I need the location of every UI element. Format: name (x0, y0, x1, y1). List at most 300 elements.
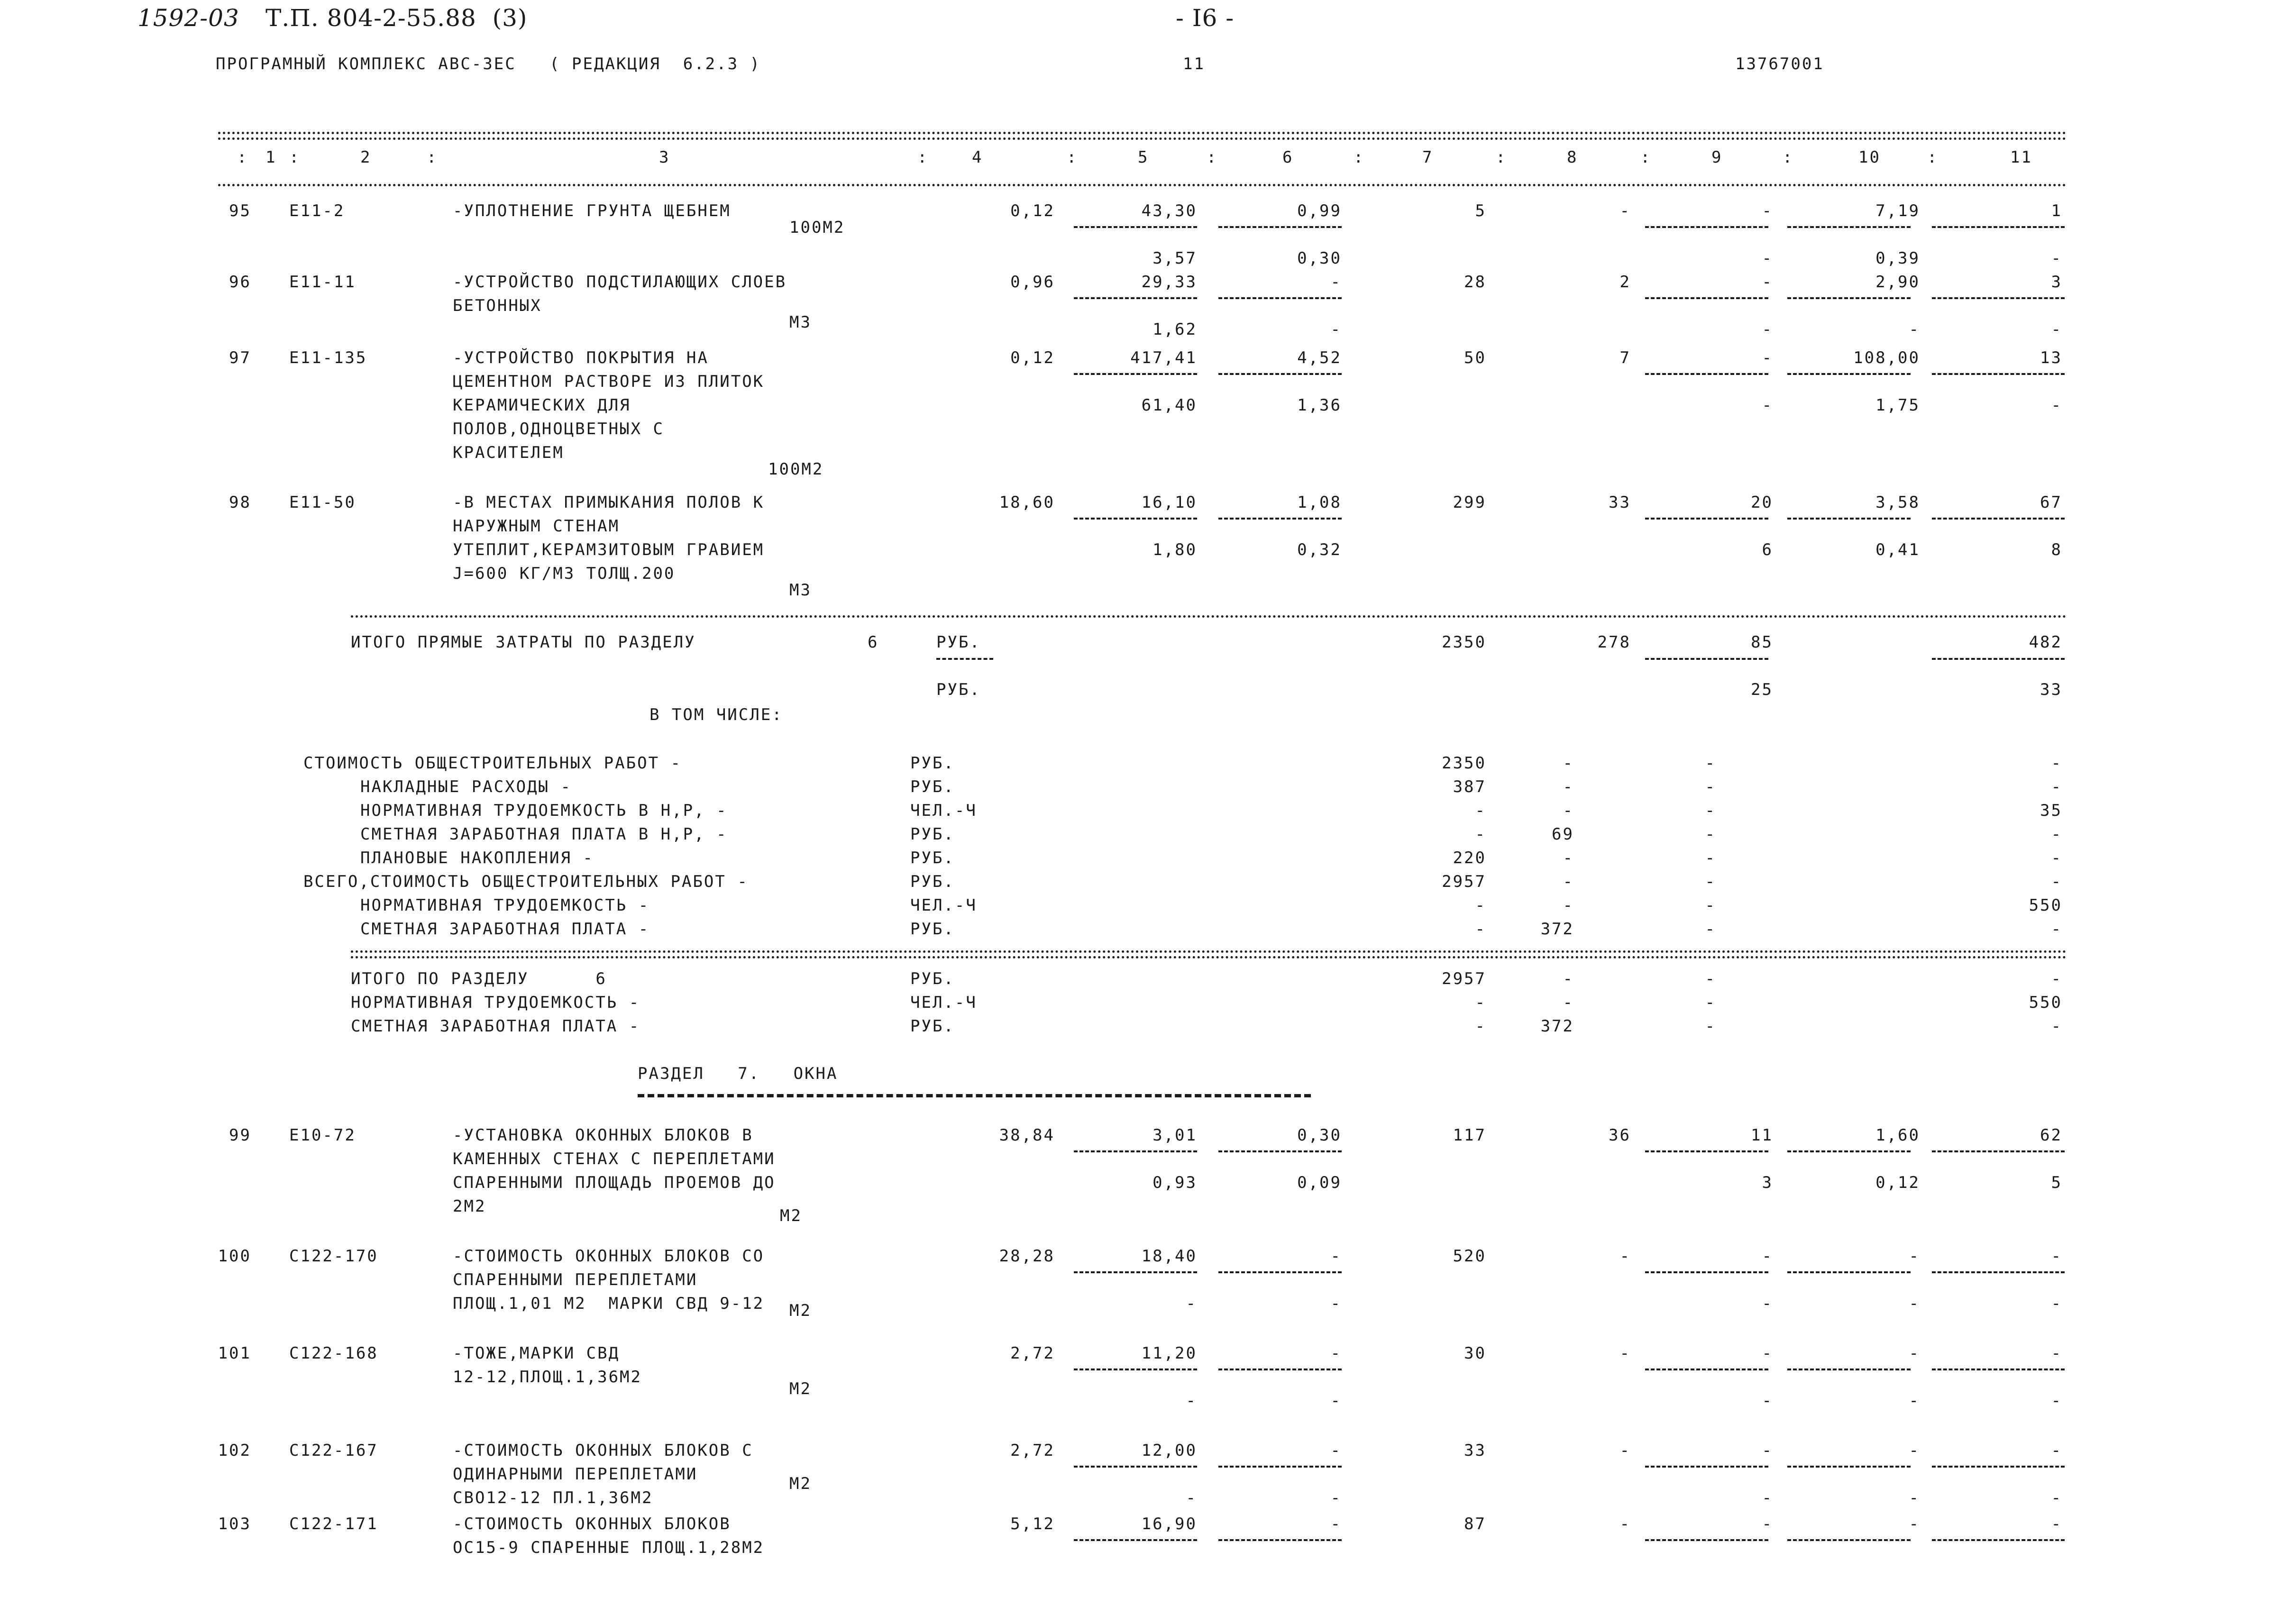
cost-breakdown-hours: 550 (2029, 896, 2062, 915)
machine-wage-total: - (1762, 396, 1773, 415)
cost-breakdown-machine: - (1705, 920, 1716, 939)
item-description-line: УТЕПЛИТ,КЕРАМЗИТОВЫМ ГРАВИЕМ (453, 540, 765, 559)
direct-machine-wage: 25 (1751, 680, 1773, 699)
cost-breakdown-machine: - (1705, 872, 1716, 891)
item-description-line: -УСТРОЙСТВО ПОКРЫТИЯ НА (453, 348, 709, 367)
item-description-line: КЕРАМИЧЕСКИХ ДЛЯ (453, 396, 631, 415)
labor-hours-machine: - (1909, 320, 1920, 339)
machine-wage-total: - (1762, 1391, 1773, 1410)
machine-cost: - (1330, 273, 1342, 292)
machine-cost: 0,30 (1297, 1126, 1342, 1145)
direct-labor: 278 (1597, 633, 1631, 652)
total-cost: 117 (1453, 1126, 1486, 1145)
item-code: Е11-135 (289, 348, 367, 367)
sub-rule (1074, 1271, 1197, 1273)
unit-wage: - (1186, 1294, 1197, 1313)
direct-costs-section: 6 (868, 633, 879, 652)
section-total-label: ИТОГО ПО РАЗДЕЛУ 6 (351, 969, 607, 988)
column-header-3: 3 (659, 148, 670, 167)
direct-costs-unit: РУБ. (936, 633, 981, 652)
sub-rule (1932, 226, 2065, 228)
cost-breakdown-total: - (1475, 801, 1486, 820)
section-total-cost: - (1475, 1017, 1486, 1036)
machine-wage: - (1330, 1391, 1342, 1410)
item-description-line: -СТОИМОСТЬ ОКОННЫХ БЛОКОВ СО (453, 1247, 765, 1266)
labor-hours-total: 13 (2040, 348, 2062, 367)
unit-wage: 1,62 (1153, 320, 1197, 339)
item-quantity: 0,12 (1010, 201, 1055, 220)
labor-hours-unit: - (1909, 1515, 1920, 1533)
machine-cost: - (1330, 1515, 1342, 1533)
cost-breakdown-label: НОРМАТИВНАЯ ТРУДОЕМКОСТЬ - (360, 896, 650, 915)
sub-rule (1218, 1150, 1342, 1152)
labor-cost: - (1619, 1441, 1631, 1460)
item-quantity: 0,96 (1010, 273, 1055, 292)
item-number: 100 (218, 1247, 251, 1266)
unit-cost: 417,41 (1130, 348, 1197, 367)
machine-wage-total: 6 (1762, 540, 1773, 559)
column-separator: : (1207, 148, 1218, 167)
total-cost: 33 (1464, 1441, 1486, 1460)
labor-hours-total: 62 (2040, 1126, 2062, 1145)
column-header-7: 7 (1422, 148, 1434, 167)
item-unit: 100М2 (789, 218, 845, 237)
column-separator: : (1927, 148, 1939, 167)
item-description-line: ОДИНАРНЫМИ ПЕРЕПЛЕТАМИ (453, 1465, 698, 1484)
machine-cost: 4,52 (1297, 348, 1342, 367)
total-cost: 87 (1464, 1515, 1486, 1533)
labor-cost: - (1619, 1247, 1631, 1266)
cost-breakdown-label: СМЕТНАЯ ЗАРАБОТНАЯ ПЛАТА В Н,Р, - (360, 825, 728, 844)
machine-cost: 1,08 (1297, 493, 1342, 512)
item-unit: М2 (789, 1301, 812, 1320)
item-description-line: -СТОИМОСТЬ ОКОННЫХ БЛОКОВ С (453, 1441, 753, 1460)
sub-rule (1218, 1271, 1342, 1273)
cost-breakdown-label: СМЕТНАЯ ЗАРАБОТНАЯ ПЛАТА - (360, 920, 650, 939)
direct-hours-machine: 33 (2040, 680, 2062, 699)
machine-cost: - (1330, 1247, 1342, 1266)
labor-hours-machine: 1,75 (1875, 396, 1920, 415)
section-total-machine: - (1705, 969, 1716, 988)
item-quantity: 0,12 (1010, 348, 1055, 367)
column-separator: : (427, 148, 438, 167)
machine-total: - (1762, 201, 1773, 220)
sub-rule (1218, 297, 1342, 299)
cost-breakdown-labor: - (1563, 848, 1574, 867)
item-number: 99 (229, 1126, 251, 1145)
cost-breakdown-total: - (1475, 896, 1486, 915)
cost-breakdown-machine: - (1705, 754, 1716, 773)
item-number: 97 (229, 348, 251, 367)
machine-wage: - (1330, 1294, 1342, 1313)
item-description-line: СВО12-12 ПЛ.1,36М2 (453, 1488, 653, 1507)
column-separator: : (1067, 148, 1078, 167)
section-total-rule (351, 950, 2067, 953)
machine-total: 20 (1751, 493, 1773, 512)
column-separator: : (237, 148, 248, 167)
sub-rule (1074, 1369, 1197, 1370)
total-cost: 299 (1453, 493, 1486, 512)
cost-breakdown-total: - (1475, 825, 1486, 844)
section-7-title: РАЗДЕЛ 7. ОКНА (638, 1064, 838, 1083)
labor-hours-unit: 7,19 (1875, 201, 1920, 220)
direct-machine: 85 (1751, 633, 1773, 652)
item-code: С122-170 (289, 1247, 378, 1266)
doc-number: 1592-03 (137, 4, 239, 32)
unit-wage: 0,93 (1153, 1173, 1197, 1192)
sub-rule (1645, 373, 1768, 375)
cost-breakdown-hours: - (2051, 754, 2062, 773)
item-number: 103 (218, 1515, 251, 1533)
sub-rule (1932, 1271, 2065, 1273)
labor-hours-total: - (2051, 1441, 2062, 1460)
labor-hours-machine-total: - (2051, 1488, 2062, 1507)
sub-rule (1787, 226, 1911, 228)
cost-breakdown-machine: - (1705, 896, 1716, 915)
item-description-line: 2М2 (453, 1197, 486, 1216)
column-header-9: 9 (1711, 148, 1723, 167)
sub-rule (1074, 1466, 1197, 1468)
sub-rule (1645, 1271, 1768, 1273)
direct-costs-label: ИТОГО ПРЯМЫЕ ЗАТРАТЫ ПО РАЗДЕЛУ (351, 633, 696, 652)
top-rule-2 (218, 137, 2067, 140)
labor-hours-unit: 3,58 (1875, 493, 1920, 512)
column-header-11: 11 (2010, 148, 2032, 167)
machine-total: 11 (1751, 1126, 1773, 1145)
sheet-number: 11 (1183, 55, 1205, 73)
cost-breakdown-hours: - (2051, 825, 2062, 844)
cost-breakdown-unit: РУБ. (910, 920, 955, 939)
item-description-line: ОС15-9 СПАРЕННЫЕ ПЛОЩ.1,28М2 (453, 1538, 765, 1557)
labor-hours-machine-total: 8 (2051, 540, 2062, 559)
sub-rule (1787, 1271, 1911, 1273)
sub-rule (1074, 518, 1197, 520)
labor-hours-machine-total: - (2051, 1294, 2062, 1313)
item-description-line: ПЛОЩ.1,01 М2 МАРКИ СВД 9-12 (453, 1294, 765, 1313)
section-total-unit: ЧЕЛ.-Ч (910, 993, 977, 1012)
item-quantity: 2,72 (1010, 1441, 1055, 1460)
machine-cost: 0,99 (1297, 201, 1342, 220)
cost-breakdown-labor: - (1563, 777, 1574, 796)
item-unit: М3 (789, 313, 812, 332)
sub-rule (1787, 1369, 1911, 1370)
direct-costs-unit-2: РУБ. (936, 680, 981, 699)
standard-number: Т.П. 804-2-55.88 (3) (265, 4, 528, 32)
labor-hours-machine-total: - (2051, 249, 2062, 268)
unit-cost: 3,01 (1153, 1126, 1197, 1145)
item-quantity: 38,84 (999, 1126, 1055, 1145)
machine-wage-total: - (1762, 320, 1773, 339)
section-total-cost: - (1475, 993, 1486, 1012)
item-code: С122-168 (289, 1344, 378, 1363)
cost-breakdown-unit: РУБ. (910, 848, 955, 867)
cost-breakdown-labor: 69 (1552, 825, 1574, 844)
cost-breakdown-hours: 35 (2040, 801, 2062, 820)
item-quantity: 28,28 (999, 1247, 1055, 1266)
labor-hours-unit: - (1909, 1441, 1920, 1460)
item-code: С122-167 (289, 1441, 378, 1460)
labor-hours-total: - (2051, 1247, 2062, 1266)
item-number: 102 (218, 1441, 251, 1460)
item-code: Е11-2 (289, 201, 345, 220)
unit-wage: - (1186, 1391, 1197, 1410)
labor-cost: 33 (1609, 493, 1631, 512)
sub-rule (1932, 1369, 2065, 1370)
machine-wage-total: - (1762, 1294, 1773, 1313)
cost-breakdown-unit: РУБ. (910, 872, 955, 891)
sub-rule (1932, 297, 2065, 299)
item-description-line: БЕТОННЫХ (453, 296, 542, 315)
sub-rule (1932, 373, 2065, 375)
cost-breakdown-hours: - (2051, 872, 2062, 891)
section-total-hours: - (2051, 1017, 2062, 1036)
item-code: С122-171 (289, 1515, 378, 1533)
labor-hours-total: - (2051, 1515, 2062, 1533)
total-cost: 5 (1475, 201, 1486, 220)
cost-breakdown-labor: - (1563, 872, 1574, 891)
item-unit: 100М2 (768, 460, 824, 479)
labor-hours-total: 1 (2051, 201, 2062, 220)
document-code: 13767001 (1735, 55, 1824, 73)
sub-rule (1645, 1539, 1768, 1541)
including-label: В ТОМ ЧИСЛЕ: (649, 705, 783, 724)
sub-rule (1218, 373, 1342, 375)
item-number: 101 (218, 1344, 251, 1363)
cost-breakdown-total: 220 (1453, 848, 1486, 867)
direct-hours: 482 (2029, 633, 2062, 652)
item-description-line: -УПЛОТНЕНИЕ ГРУНТА ЩЕБНЕМ (453, 201, 731, 220)
item-code: Е10-72 (289, 1126, 356, 1145)
column-header-5: 5 (1138, 148, 1149, 167)
unit-cost: 29,33 (1141, 273, 1197, 292)
cost-breakdown-total: - (1475, 920, 1486, 939)
labor-hours-machine-total: 5 (2051, 1173, 2062, 1192)
item-description-line: -В МЕСТАХ ПРИМЫКАНИЯ ПОЛОВ К (453, 493, 765, 512)
header-bottom-rule (218, 184, 2067, 186)
machine-wage: - (1330, 1488, 1342, 1507)
labor-cost: 36 (1609, 1126, 1631, 1145)
column-header-2: 2 (360, 148, 372, 167)
sub-rule (1787, 373, 1911, 375)
item-description-line: 12-12,ПЛОЩ.1,36М2 (453, 1368, 642, 1387)
item-description-line: ЦЕМЕНТНОМ РАСТВОРЕ ИЗ ПЛИТОК (453, 372, 765, 391)
sub-rule (1787, 1539, 1911, 1541)
item-unit: М2 (789, 1474, 812, 1493)
labor-cost: 2 (1619, 273, 1631, 292)
sub-rule (1218, 1369, 1342, 1370)
column-separator: : (917, 148, 929, 167)
item-number: 96 (229, 273, 251, 292)
item-quantity: 2,72 (1010, 1344, 1055, 1363)
section-total-cost: 2957 (1442, 969, 1486, 988)
sub-rule (1218, 1466, 1342, 1468)
total-cost: 28 (1464, 273, 1486, 292)
labor-hours-total: 3 (2051, 273, 2062, 292)
cost-breakdown-total: 387 (1453, 777, 1486, 796)
machine-total: - (1762, 348, 1773, 367)
program-name: ПРОГРАМНЫЙ КОМПЛЕКС АВС-3ЕС ( РЕДАКЦИЯ 6.2.3 ) (216, 55, 761, 73)
item-description-line: СПАРЕННЫМИ ПЛОЩАДЬ ПРОЕМОВ ДО (453, 1173, 776, 1192)
labor-hours-machine-total: - (2051, 1391, 2062, 1410)
unit-cost: 11,20 (1141, 1344, 1197, 1363)
sub-rule (1074, 226, 1197, 228)
cost-breakdown-hours: - (2051, 848, 2062, 867)
labor-hours-machine: - (1909, 1294, 1920, 1313)
cost-breakdown-label: СТОИМОСТЬ ОБЩЕСТРОИТЕЛЬНЫХ РАБОТ - (303, 754, 682, 773)
top-rule (218, 132, 2067, 134)
column-header-6: 6 (1282, 148, 1294, 167)
item-description-line: -ТОЖЕ,МАРКИ СВД (453, 1344, 620, 1363)
sub-rule (1645, 1466, 1768, 1468)
column-separator: : (289, 148, 301, 167)
sub-rule (1645, 297, 1768, 299)
cost-breakdown-labor: 372 (1540, 920, 1574, 939)
machine-wage: 0,32 (1297, 540, 1342, 559)
unit-cost: 43,30 (1141, 201, 1197, 220)
unit-wage: 61,40 (1141, 396, 1197, 415)
sub-rule (1787, 1466, 1911, 1468)
column-header-8: 8 (1567, 148, 1578, 167)
machine-cost: - (1330, 1441, 1342, 1460)
unit-cost: 16,10 (1141, 493, 1197, 512)
sub-rule (1932, 1539, 2065, 1541)
cost-breakdown-machine: - (1705, 801, 1716, 820)
machine-wage: 1,36 (1297, 396, 1342, 415)
labor-hours-total: - (2051, 1344, 2062, 1363)
cost-breakdown-machine: - (1705, 825, 1716, 844)
cost-breakdown-machine: - (1705, 848, 1716, 867)
cost-breakdown-labor: - (1563, 896, 1574, 915)
sub-rule (1932, 658, 2065, 660)
labor-cost: - (1619, 1515, 1631, 1533)
item-description-line: НАРУЖНЫМ СТЕНАМ (453, 517, 620, 536)
column-header-1: 1 (265, 148, 277, 167)
unit-wage: 1,80 (1153, 540, 1197, 559)
cost-breakdown-machine: - (1705, 777, 1716, 796)
cost-breakdown-labor: - (1563, 754, 1574, 773)
machine-total: - (1762, 1247, 1773, 1266)
labor-hours-total: 67 (2040, 493, 2062, 512)
labor-cost: - (1619, 1344, 1631, 1363)
sub-rule (1218, 226, 1342, 228)
item-description-line: ПОЛОВ,ОДНОЦВЕТНЫХ С (453, 420, 664, 438)
labor-hours-machine: 0,39 (1875, 249, 1920, 268)
cost-breakdown-label: ВСЕГО,СТОИМОСТЬ ОБЩЕСТРОИТЕЛЬНЫХ РАБОТ - (303, 872, 749, 891)
sub-rule (1218, 1539, 1342, 1541)
item-unit: М3 (789, 581, 812, 600)
cost-breakdown-unit: ЧЕЛ.-Ч (910, 801, 977, 820)
labor-hours-machine-total: - (2051, 320, 2062, 339)
sub-rule (1787, 1150, 1911, 1152)
machine-total: - (1762, 1441, 1773, 1460)
sub-rule (1645, 1150, 1768, 1152)
cost-breakdown-label: ПЛАНОВЫЕ НАКОПЛЕНИЯ - (360, 848, 594, 867)
total-cost: 520 (1453, 1247, 1486, 1266)
item-code: Е11-50 (289, 493, 356, 512)
section-total-labor: 372 (1540, 1017, 1574, 1036)
sub-rule (1074, 297, 1197, 299)
cost-breakdown-total: 2957 (1442, 872, 1486, 891)
item-code: Е11-11 (289, 273, 356, 292)
item-description-line: СПАРЕННЫМИ ПЕРЕПЛЕТАМИ (453, 1270, 698, 1289)
total-cost: 30 (1464, 1344, 1486, 1363)
page-label: - I6 - (1176, 4, 1235, 32)
section-title-underline (638, 1094, 1311, 1097)
item-unit: М2 (789, 1379, 812, 1398)
unit-cost: 16,90 (1141, 1515, 1197, 1533)
column-header-4: 4 (972, 148, 983, 167)
labor-hours-unit: 1,60 (1875, 1126, 1920, 1145)
labor-hours-unit: 108,00 (1853, 348, 1920, 367)
unit-underline (936, 658, 993, 660)
section-total-label: НОРМАТИВНАЯ ТРУДОЕМКОСТЬ - (351, 993, 640, 1012)
section-total-rule-2 (351, 956, 2067, 958)
direct-total: 2350 (1442, 633, 1486, 652)
item-description-line: J=600 КГ/М3 ТОЛЩ.200 (453, 564, 676, 583)
column-separator: : (1640, 148, 1652, 167)
machine-wage-total: - (1762, 1488, 1773, 1507)
cost-breakdown-hours: - (2051, 920, 2062, 939)
item-description-line: КРАСИТЕЛЕМ (453, 443, 564, 462)
labor-hours-machine: - (1909, 1488, 1920, 1507)
machine-total: - (1762, 1344, 1773, 1363)
sub-rule (1932, 1466, 2065, 1468)
machine-wage: 0,09 (1297, 1173, 1342, 1192)
item-description-line: -УСТРОЙСТВО ПОДСТИЛАЮЩИХ СЛОЕВ (453, 273, 787, 292)
totals-top-rule (351, 615, 2067, 618)
sub-rule (1787, 518, 1911, 520)
section-total-hours: - (2051, 969, 2062, 988)
unit-cost: 12,00 (1141, 1441, 1197, 1460)
total-cost: 50 (1464, 348, 1486, 367)
section-total-label: СМЕТНАЯ ЗАРАБОТНАЯ ПЛАТА - (351, 1017, 640, 1036)
machine-total: - (1762, 1515, 1773, 1533)
item-number: 98 (229, 493, 251, 512)
sub-rule (1074, 1150, 1197, 1152)
labor-hours-machine: - (1909, 1391, 1920, 1410)
labor-cost: 7 (1619, 348, 1631, 367)
labor-hours-machine-total: - (2051, 396, 2062, 415)
machine-total: - (1762, 273, 1773, 292)
labor-hours-machine: 0,12 (1875, 1173, 1920, 1192)
sub-rule (1787, 297, 1911, 299)
labor-hours-unit: - (1909, 1344, 1920, 1363)
sub-rule (1645, 226, 1768, 228)
item-unit: М2 (780, 1206, 802, 1225)
sub-rule (1218, 518, 1342, 520)
unit-wage: 3,57 (1153, 249, 1197, 268)
cost-breakdown-label: НАКЛАДНЫЕ РАСХОДЫ - (360, 777, 572, 796)
section-total-unit: РУБ. (910, 969, 955, 988)
sub-rule (1074, 373, 1197, 375)
machine-cost: - (1330, 1344, 1342, 1363)
sub-rule (1932, 518, 2065, 520)
cost-breakdown-unit: ЧЕЛ.-Ч (910, 896, 977, 915)
item-description-line: -СТОИМОСТЬ ОКОННЫХ БЛОКОВ (453, 1515, 731, 1533)
column-separator: : (1783, 148, 1794, 167)
cost-breakdown-unit: РУБ. (910, 754, 955, 773)
column-header-10: 10 (1858, 148, 1881, 167)
cost-breakdown-labor: - (1563, 801, 1574, 820)
item-quantity: 5,12 (1010, 1515, 1055, 1533)
machine-wage: - (1330, 320, 1342, 339)
item-quantity: 18,60 (999, 493, 1055, 512)
sub-rule (1074, 1539, 1197, 1541)
section-total-labor: - (1563, 969, 1574, 988)
unit-cost: 18,40 (1141, 1247, 1197, 1266)
labor-hours-unit: 2,90 (1875, 273, 1920, 292)
section-total-unit: РУБ. (910, 1017, 955, 1036)
